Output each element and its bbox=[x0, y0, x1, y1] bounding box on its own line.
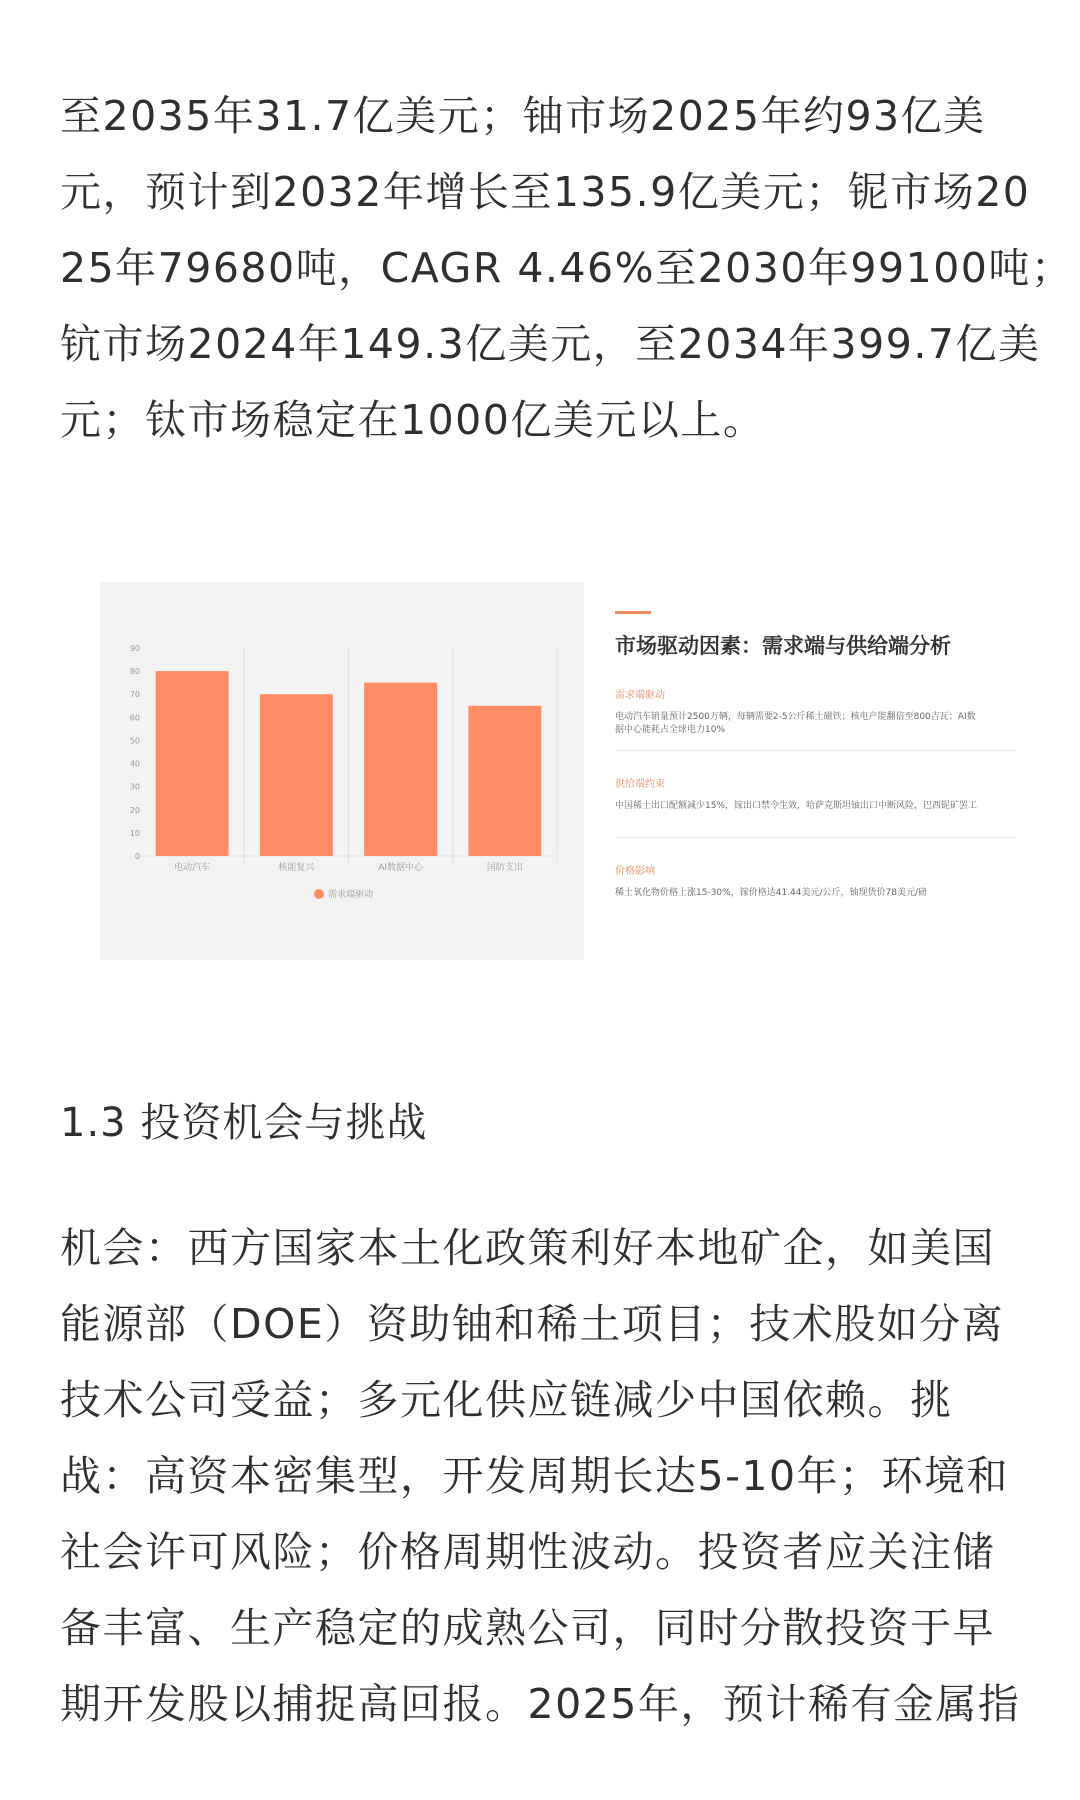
divider bbox=[615, 750, 1015, 751]
y-tick-label: 40 bbox=[129, 759, 140, 769]
bar bbox=[156, 671, 229, 856]
y-tick-label: 20 bbox=[129, 805, 140, 815]
y-tick-label: 70 bbox=[129, 690, 140, 700]
y-tick-label: 60 bbox=[129, 713, 140, 723]
y-tick-label: 30 bbox=[129, 782, 140, 792]
paragraph-line: 能源部（DOE）资助铀和稀土项目；技术股如分离 bbox=[60, 1300, 1005, 1348]
bar bbox=[260, 694, 333, 856]
chart-panel bbox=[100, 582, 584, 960]
paragraph-line: 元；钛市场稳定在1000亿美元以上。 bbox=[60, 396, 766, 444]
paragraph-line: 社会许可风险；价格周期性波动。投资者应关注储 bbox=[60, 1528, 995, 1576]
section-heading: 1.3 投资机会与挑战 bbox=[60, 1100, 428, 1146]
x-tick-label: AI数据中心 bbox=[378, 863, 424, 873]
y-tick-label: 90 bbox=[129, 644, 140, 653]
demand-body-line: 电动汽车销量预计2500万辆，每辆需要2-5公斤稀土磁铁；核电产能翻倍至800吉瓦；AI数 bbox=[615, 712, 976, 722]
divider bbox=[615, 837, 1015, 838]
legend-label: 需求端驱动 bbox=[328, 890, 374, 900]
accent-line bbox=[615, 611, 651, 614]
price-heading: 价格影响 bbox=[615, 866, 655, 877]
demand-section bbox=[615, 686, 1015, 737]
demand-body-line: 据中心能耗占全球电力10% bbox=[615, 725, 726, 735]
paragraph-line: 25年79680吨，CAGR 4.46%至2030年99100吨； bbox=[60, 244, 1074, 292]
price-section bbox=[615, 862, 1015, 900]
y-tick-label: 10 bbox=[129, 828, 140, 838]
bar bbox=[364, 683, 437, 856]
demand-heading: 需求端驱动 bbox=[615, 690, 665, 701]
paragraph-line: 元，预计到2032年增长至135.9亿美元；铌市场20 bbox=[60, 168, 1031, 216]
y-tick-label: 80 bbox=[129, 667, 140, 677]
paragraph-line: 期开发股以捕捉高回报。2025年，预计稀有金属指 bbox=[60, 1680, 1021, 1728]
supply-body-line: 中国稀土出口配额减少15%，镓出口禁令生效，哈萨克斯坦铀出口中断风险，巴西铌矿罢工 bbox=[615, 801, 978, 811]
price-body bbox=[615, 887, 1015, 900]
paragraph-line: 技术公司受益；多元化供应链减少中国依赖。挑 bbox=[60, 1376, 953, 1424]
price-body-line: 稀土氧化物价格上涨15-30%，镓价格达41.44美元/公斤，铀现货价78美元/磅 bbox=[615, 888, 927, 898]
paragraph-line: 至2035年31.7亿美元；铀市场2025年约93亿美 bbox=[60, 92, 986, 140]
supply-body bbox=[615, 800, 1015, 813]
opportunity-paragraph bbox=[60, 1210, 1022, 1742]
legend-marker bbox=[314, 889, 324, 899]
paragraph-line: 战：高资本密集型，开发周期长达5-10年；环境和 bbox=[60, 1452, 1010, 1500]
y-tick-label: 50 bbox=[129, 736, 140, 746]
y-tick-label: 0 bbox=[134, 852, 140, 861]
intro-paragraph bbox=[60, 78, 1074, 458]
bar-chart bbox=[100, 582, 584, 960]
supply-heading: 供给端约束 bbox=[615, 779, 665, 790]
bar bbox=[468, 706, 541, 856]
paragraph-line: 钪市场2024年149.3亿美元，至2034年399.7亿美 bbox=[60, 320, 1041, 368]
x-tick-label: 核能复兴 bbox=[278, 863, 315, 873]
info-panel bbox=[615, 582, 1020, 960]
slide-title: 市场驱动因素：需求端与供给端分析 bbox=[615, 634, 951, 658]
x-tick-label: 国防支出 bbox=[486, 863, 523, 873]
paragraph-line: 备丰富、生产稳定的成熟公司，同时分散投资于早 bbox=[60, 1604, 995, 1652]
demand-body bbox=[615, 711, 1015, 737]
supply-section bbox=[615, 775, 1015, 813]
slide-image bbox=[100, 582, 1020, 960]
x-tick-label: 电动汽车 bbox=[174, 863, 211, 873]
paragraph-line: 机会：西方国家本土化政策利好本地矿企，如美国 bbox=[60, 1224, 995, 1272]
